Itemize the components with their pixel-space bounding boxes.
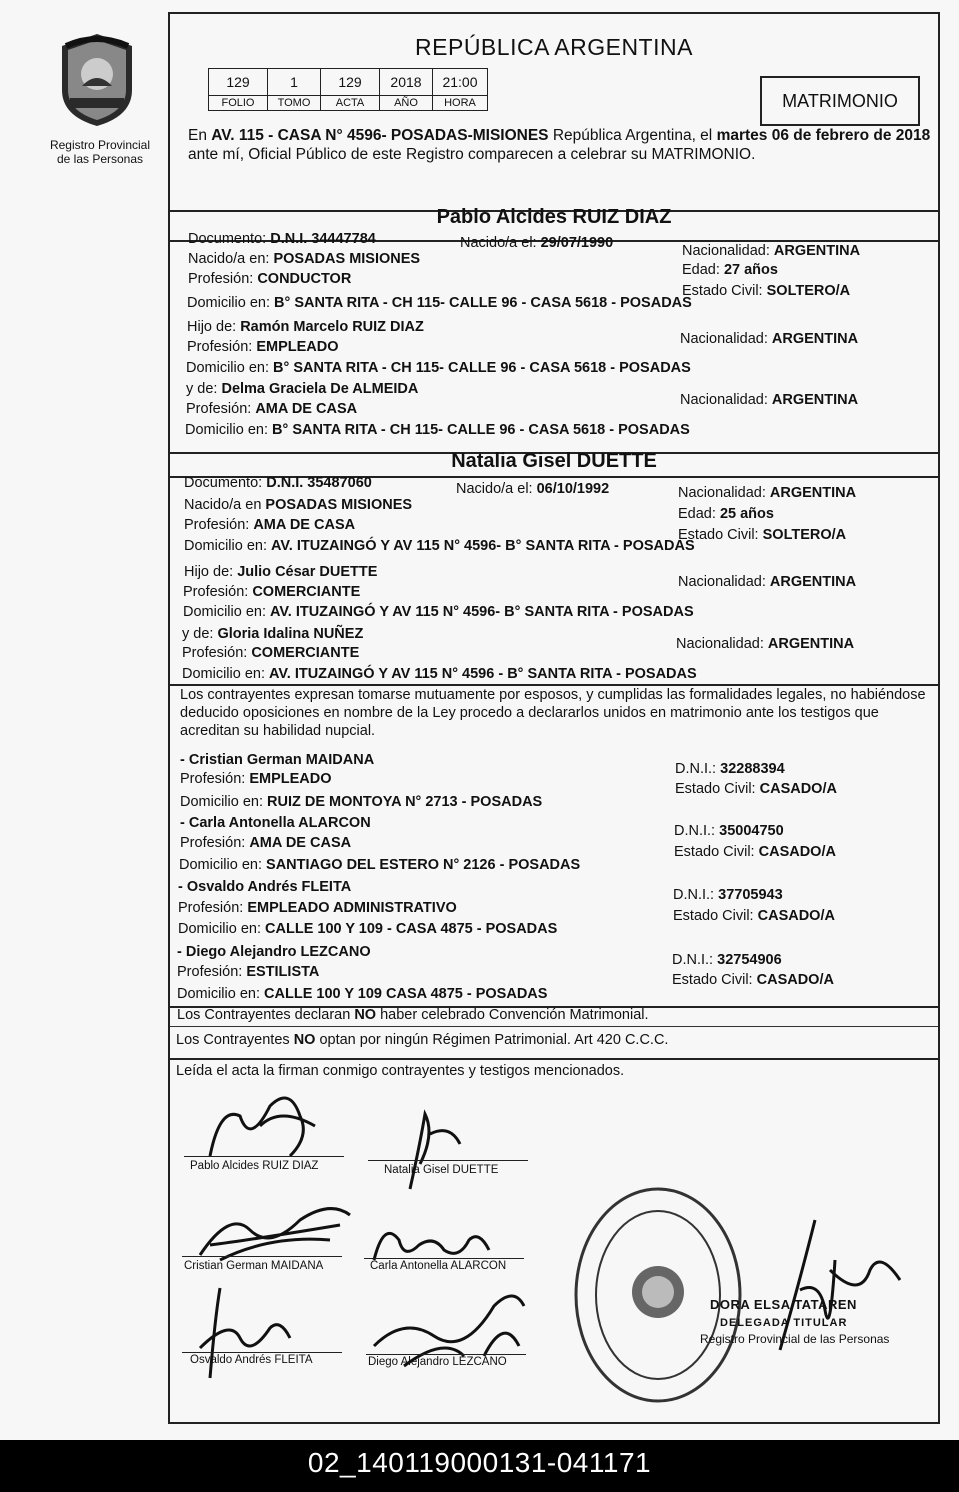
spouse1-mother: y de: Delma Graciela De ALMEIDA — [186, 381, 419, 397]
witness3-profession: Profesión: EMPLEADO ADMINISTRATIVO — [178, 900, 457, 916]
witness1-civil-status: Estado Civil: CASADO/A — [675, 781, 837, 797]
acta-value: 129 — [321, 69, 380, 96]
declaration-paragraph: Los contrayentes expresan tomarse mutuamente por esposos, y cumplidas las formalidades legales, no habiéndose deducido oposiciones en nombre de la Ley procedo a declararlos unidos en matrimonio ante los testigos que acreditan su habilidad nupcial. — [180, 687, 926, 739]
divider — [170, 1026, 938, 1027]
spouse1-mother-address: Domicilio en: B° SANTA RITA - CH 115- CALLE 96 - CASA 5618 - POSADAS — [185, 422, 690, 438]
signature-natalia-icon — [390, 1104, 470, 1194]
witness4-name: - Diego Alejandro LEZCANO — [177, 944, 371, 960]
anio-value: 2018 — [380, 69, 433, 96]
spouse2-nationality: Nacionalidad: ARGENTINA — [678, 485, 857, 501]
spouse2-mother: y de: Gloria Idalina NUÑEZ — [182, 626, 364, 642]
misiones-emblem-icon — [52, 30, 142, 130]
spouse1-birthplace: Nacido/a en: POSADAS MISIONES — [188, 251, 421, 267]
signature-caption-4: Carla Antonella ALARCON — [370, 1260, 507, 1272]
signature-caption-5: Osvaldo Andrés FLEITA — [190, 1354, 313, 1366]
witness1-profession: Profesión: EMPLEADO — [180, 771, 332, 787]
spouse1-father-address: Domicilio en: B° SANTA RITA - CH 115- CALLE 96 - CASA 5618 - POSADAS — [186, 360, 691, 376]
registry-label: Registro Provincial de las Personas — [49, 138, 151, 166]
witness4-profession: Profesión: ESTILISTA — [177, 964, 320, 980]
spouse2-document: Documento: D.N.I. 35487060 — [184, 475, 372, 491]
convention-line-2: Los Contrayentes NO optan por ningún Régimen Patrimonial. Art 420 C.C.C. — [176, 1032, 669, 1048]
spouse2-father-nationality: Nacionalidad: ARGENTINA — [678, 574, 857, 590]
spouse1-father: Hijo de: Ramón Marcelo RUIZ DIAZ — [187, 319, 424, 335]
witness2-civil-status: Estado Civil: CASADO/A — [674, 844, 836, 860]
spouse2-mother-address: Domicilio en: AV. ITUZAINGÓ Y AV 115 N° 4596 - B° SANTA RITA - POSADAS — [182, 666, 697, 682]
spouse2-father: Hijo de: Julio César DUETTE — [184, 564, 378, 580]
signature-line — [366, 1354, 526, 1355]
witness1-name: - Cristian German MAIDANA — [180, 752, 375, 768]
official-seal-icon — [568, 1180, 748, 1410]
spouse1-nationality: Nacionalidad: ARGENTINA — [682, 243, 861, 259]
intro-paragraph: En AV. 115 - CASA N° 4596- POSADAS-MISIONES República Argentina, el martes 06 de febrero de 2018 ante mí, Oficial Público de este Registro comparecen a celebrar su MATRIMONIO. — [188, 127, 931, 163]
spouse1-birthdate: Nacido/a el: 29/07/1990 — [460, 235, 614, 251]
spouse1-age: Edad: 27 años — [682, 262, 778, 278]
spouse1-father-profession: Profesión: EMPLEADO — [187, 339, 339, 355]
spouse2-profession: Profesión: AMA DE CASA — [184, 517, 356, 533]
witness2-profession: Profesión: AMA DE CASA — [180, 835, 352, 851]
folio-label: FOLIO — [209, 96, 268, 111]
anio-label: AÑO — [380, 96, 433, 111]
witness3-civil-status: Estado Civil: CASADO/A — [673, 908, 835, 924]
signature-osvaldo-icon — [190, 1278, 310, 1388]
signature-line — [182, 1352, 342, 1353]
spouse2-civil-status: Estado Civil: SOLTERO/A — [678, 527, 847, 543]
spouse2-age: Edad: 25 años — [678, 506, 774, 522]
spouse2-name: Natalia Gisel DUETTE — [451, 450, 657, 472]
witness1-dni: D.N.I.: 32288394 — [675, 761, 785, 777]
spouse1-mother-nationality: Nacionalidad: ARGENTINA — [680, 392, 859, 408]
reading-statement: Leída el acta la firman conmigo contrayentes y testigos mencionados. — [176, 1063, 625, 1079]
witness4-address: Domicilio en: CALLE 100 Y 109 CASA 4875 - POSADAS — [177, 986, 548, 1002]
witness4-dni: D.N.I.: 32754906 — [672, 952, 782, 968]
spouse1-mother-profession: Profesión: AMA DE CASA — [186, 401, 358, 417]
signature-line — [368, 1160, 528, 1161]
country-title: REPÚBLICA ARGENTINA — [415, 34, 693, 60]
act-type-box: MATRIMONIO — [760, 76, 920, 126]
witness2-dni: D.N.I.: 35004750 — [674, 823, 784, 839]
tomo-value: 1 — [268, 69, 321, 96]
signature-caption-1: Pablo Alcides RUIZ DIAZ — [190, 1160, 319, 1172]
witness3-name: - Osvaldo Andrés FLEITA — [178, 879, 352, 895]
tomo-label: TOMO — [268, 96, 321, 111]
spouse1-father-nationality: Nacionalidad: ARGENTINA — [680, 331, 859, 347]
hora-label: HORA — [433, 96, 488, 111]
spouse2-father-profession: Profesión: COMERCIANTE — [183, 584, 361, 600]
certificate-frame — [168, 12, 940, 1424]
witness4-civil-status: Estado Civil: CASADO/A — [672, 972, 834, 988]
spouse2-birthdate: Nacido/a el: 06/10/1992 — [456, 481, 610, 497]
signature-caption-2: Natalia Gisel DUETTE — [384, 1164, 499, 1176]
signature-line — [184, 1156, 344, 1157]
convention-line-1: Los Contrayentes declaran NO haber celebrado Convención Matrimonial. — [177, 1007, 649, 1023]
officer-name: DORA ELSA TATAREN — [710, 1297, 857, 1312]
signature-line — [182, 1256, 342, 1257]
spouse1-civil-status: Estado Civil: SOLTERO/A — [682, 283, 851, 299]
spouse2-birthplace: Nacido/a en POSADAS MISIONES — [184, 497, 413, 513]
officer-office: Registro Provincial de las Personas — [700, 1332, 890, 1346]
signature-line — [364, 1258, 524, 1259]
spouse2-father-address: Domicilio en: AV. ITUZAINGÓ Y AV 115 N° 4596- B° SANTA RITA - POSADAS — [183, 604, 694, 620]
record-meta-table — [208, 68, 488, 111]
spouse2-mother-nationality: Nacionalidad: ARGENTINA — [676, 636, 855, 652]
witness2-address: Domicilio en: SANTIAGO DEL ESTERO N° 2126 - POSADAS — [179, 857, 581, 873]
witness2-name: - Carla Antonella ALARCON — [180, 815, 371, 831]
officer-title: DELEGADA TITULAR — [720, 1317, 848, 1329]
spouse1-document: Documento: D.N.I. 34447784 — [188, 231, 376, 247]
signature-pablo-icon — [200, 1086, 330, 1166]
witness3-dni: D.N.I.: 37705943 — [673, 887, 783, 903]
spouse1-address: Domicilio en: B° SANTA RITA - CH 115- CALLE 96 - CASA 5618 - POSADAS — [187, 295, 692, 311]
document-code-footer: 02_140119000131-041171 — [0, 1440, 959, 1492]
folio-value: 129 — [209, 69, 268, 96]
spouse2-mother-profession: Profesión: COMERCIANTE — [182, 645, 360, 661]
spouse1-profession: Profesión: CONDUCTOR — [188, 271, 352, 287]
witness3-address: Domicilio en: CALLE 100 Y 109 - CASA 4875 - POSADAS — [178, 921, 558, 937]
signature-caption-3: Cristian German MAIDANA — [184, 1260, 324, 1272]
spouse2-address: Domicilio en: AV. ITUZAINGÓ Y AV 115 N° 4596- B° SANTA RITA - POSADAS — [184, 538, 695, 554]
divider — [170, 1058, 938, 1060]
witness1-address: Domicilio en: RUIZ DE MONTOYA N° 2713 - POSADAS — [180, 794, 543, 810]
signature-caption-6: Diego Alejandro LEZCANO — [368, 1356, 507, 1368]
hora-value: 21:00 — [433, 69, 488, 96]
spouse1-name: Pablo Alcides RUIZ DIAZ — [436, 206, 672, 228]
acta-label: ACTA — [321, 96, 380, 111]
